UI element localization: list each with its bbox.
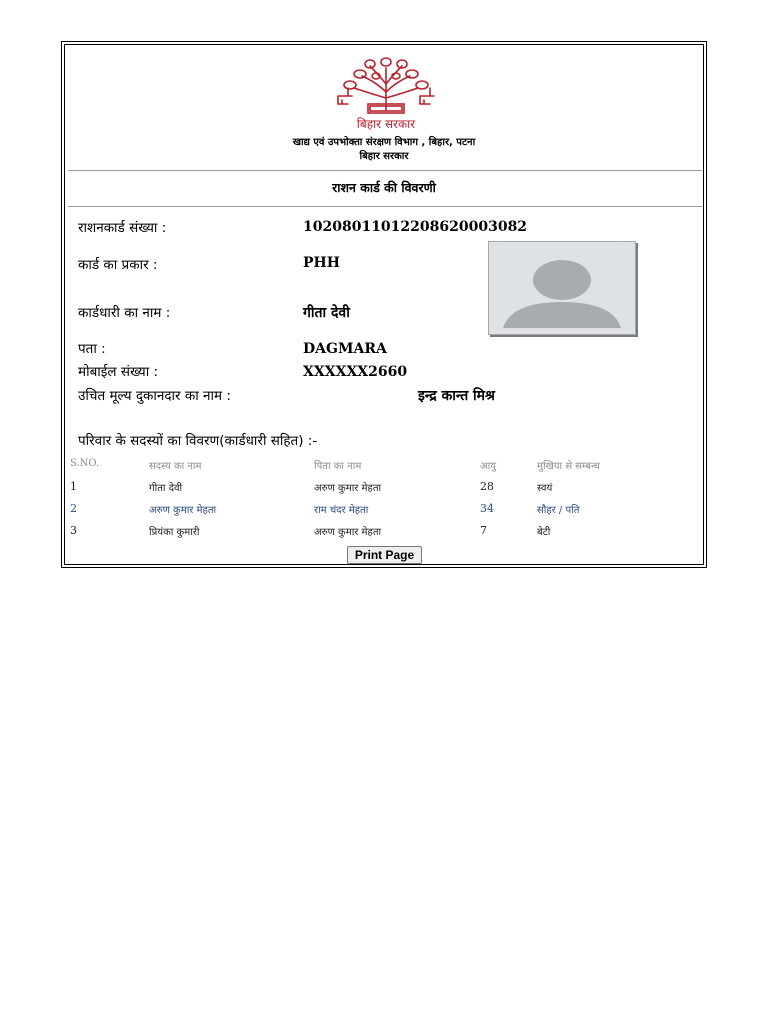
table-cell: प्रियंका कुमारी — [149, 527, 200, 538]
table-cell: राम चंदर मेहता — [314, 505, 369, 516]
table-cell: 7 — [480, 524, 487, 537]
table-cell: 34 — [480, 502, 494, 515]
svg-text:बिहार सरकार: बिहार सरकार — [356, 117, 416, 131]
table-cell: अरुण कुमार मेहता — [149, 505, 217, 516]
table-cell: सौहर / पति — [537, 505, 580, 516]
address-value: DAGMARA — [303, 341, 387, 357]
holder-name-value: गीता देवी — [303, 305, 350, 321]
table-cell: स्वयं — [537, 483, 553, 494]
user-avatar-placeholder-icon — [488, 241, 636, 335]
table-cell: 2 — [70, 502, 77, 515]
print-page-button[interactable]: Print Page — [347, 546, 422, 564]
table-cell: अरुण कुमार मेहता — [314, 527, 382, 538]
mobile-label: मोबाईल संख्या : — [78, 364, 159, 380]
table-cell: 3 — [70, 524, 77, 537]
holder-name-label: कार्डधारी का नाम : — [78, 305, 171, 321]
family-heading: परिवार के सदस्यों का विवरण(कार्डधारी सहित) :- — [78, 433, 318, 449]
table-cell: 28 — [480, 480, 494, 493]
column-header: मुखिया से सम्बन्ध — [537, 461, 600, 472]
dealer-value: इन्द्र कान्त मिश्र — [418, 388, 495, 404]
ration-card-details — [61, 41, 707, 568]
divider — [68, 170, 702, 171]
address-label: पता : — [78, 341, 106, 357]
table-cell: 1 — [70, 480, 77, 493]
column-header: सदस्य का नाम — [149, 461, 202, 472]
mobile-value: XXXXXX2660 — [303, 364, 408, 380]
table-cell: बेटी — [537, 527, 551, 538]
card-type-label: कार्ड का प्रकार : — [78, 257, 158, 273]
card-type-value: PHH — [303, 255, 340, 271]
card-number-label: राशनकार्ड संख्या : — [78, 220, 167, 236]
department-name: खाद्य एवं उपभोक्ता संरक्षण विभाग , बिहार, पटना — [292, 137, 476, 148]
table-cell: गीता देवी — [149, 483, 183, 494]
column-header: पिता का नाम — [314, 461, 362, 472]
bihar-government-emblem — [332, 52, 440, 132]
page-title: राशन कार्ड की विवरणी — [332, 180, 436, 195]
column-header: S.NO. — [70, 458, 100, 469]
card-number-value: 10208011012208620003082 — [303, 219, 528, 235]
dealer-label: उचित मूल्य दुकानदार का नाम : — [78, 388, 231, 404]
column-header: आयु — [480, 461, 497, 472]
divider — [68, 206, 702, 207]
table-cell: अरुण कुमार मेहता — [314, 483, 382, 494]
government-name: बिहार सरकार — [359, 151, 409, 162]
